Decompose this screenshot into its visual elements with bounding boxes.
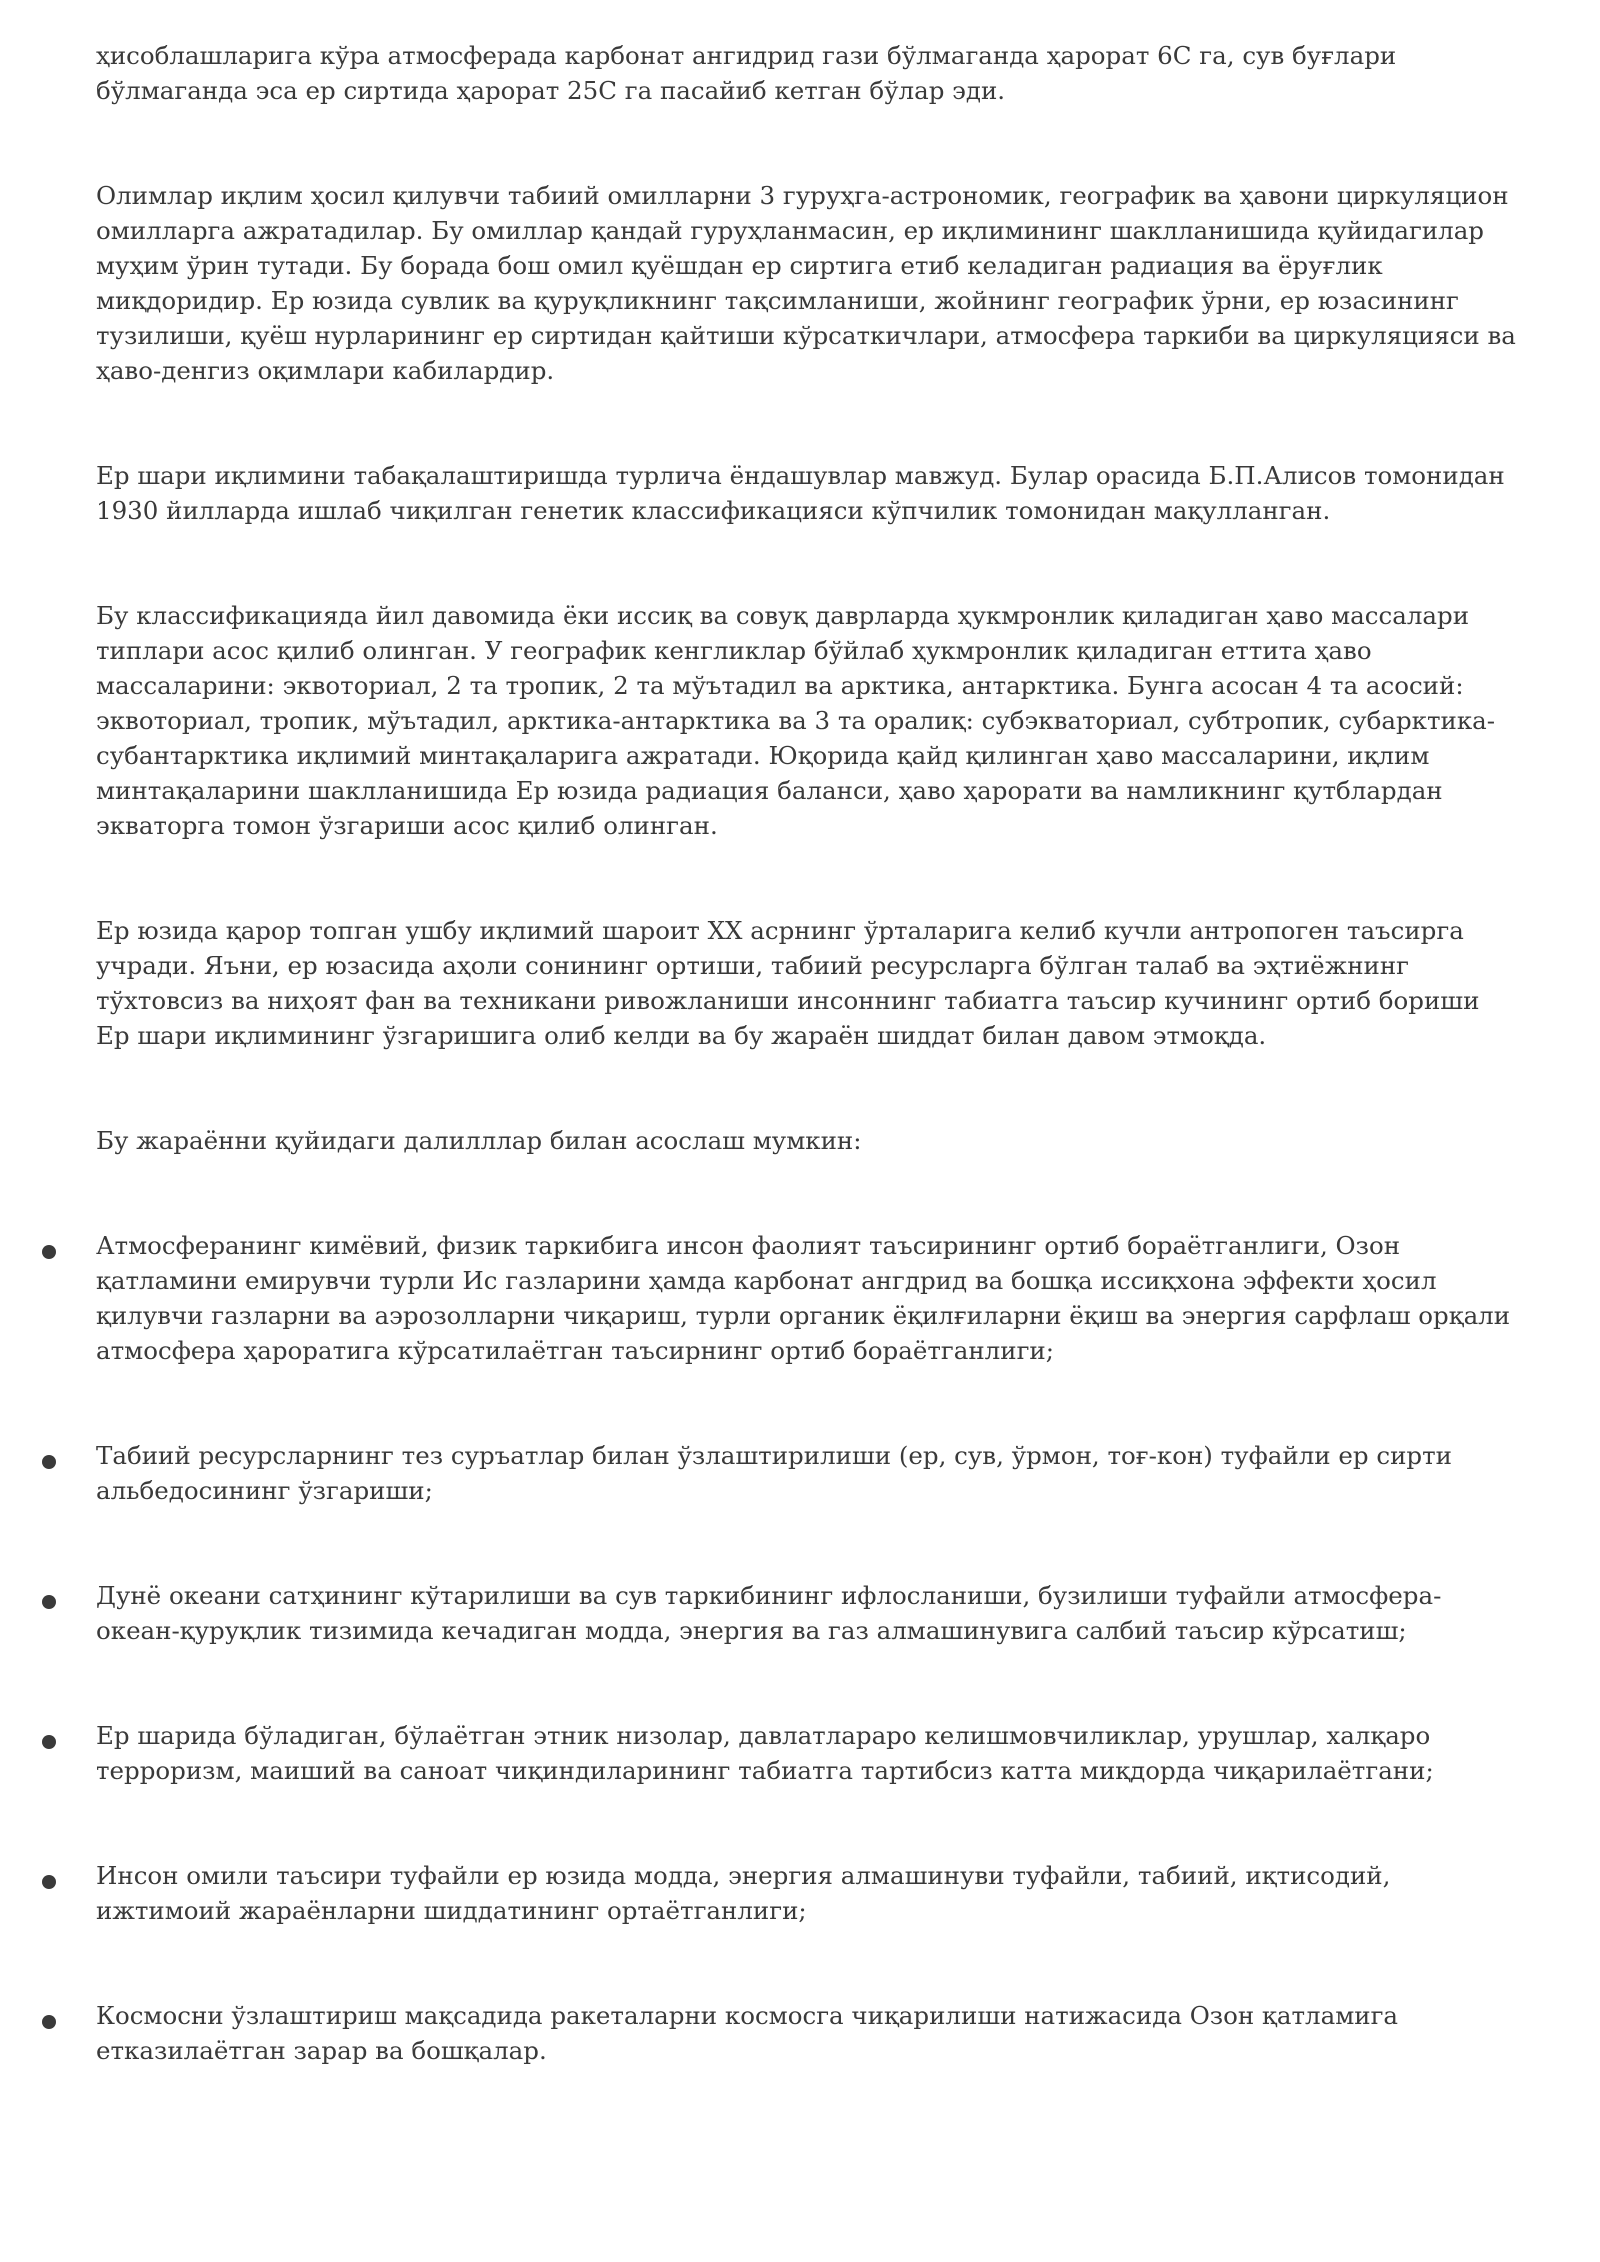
paragraph-anthropogenic-impact: Ер юзида қарор топган ушбу иқлимий шароит XX асрнинг ўрталарига келиб кучли антропоген таъсирга учради. Яъни, ер юзасида аҳоли сонининг ортиши, табиий ресурсларга бўлган талаб ва эҳтиёжнинг тўхтовсиз ва ниҳоят фан ва техникани ривожланиши инсоннинг табиатга таъсир кучининг ортиб бориши Ер шари иқлимининг ўзгаришига олиб келди ва бу жараён шиддат билан давом этмоқда. — [96, 916, 1480, 1050]
bullet-dot — [42, 1455, 56, 1469]
bullet-item-resources: Табиий ресурсларнинг тез суръатлар билан ўзлаштирилиши (ер, сув, ўрмон, тоғ-кон) туфайли ер сирти альбедосининг ўзгариши; — [96, 1441, 1452, 1505]
bullet-item-space: Космосни ўзлаштириш мақсадида ракеталарни космосга чиқарилиши натижасида Озон қатламига етказилаётган зарар ва бошқалар. — [96, 2001, 1399, 2065]
bullet-item-ocean: Дунё океани сатҳининг кўтарилиши ва сув таркибининг ифлосланиши, бузилиши туфайли атмосфера-океан-қуруқлик тизимида кечадиган модда, энергия ва газ алмашинувига салбий таъсир кўрсатиш; — [96, 1581, 1442, 1645]
paragraph-air-masses: Бу классификацияда йил давомида ёки иссиқ ва совуқ даврларда ҳукмронлик қиладиган ҳаво массалари типлари асос қилиб олинган. У географик кенгликлар бўйлаб ҳукмронлик қиладиган еттита ҳаво массаларини: эквоториал, 2 та тропик, 2 та мўътадил ва арктика, антарктика. Бунга асосан 4 та асосий: эквоториал, тропик, мўътадил, арктика-антарктика ва 3 та оралиқ: субэкваториал, субтропик, субарктика-субантарктика иқлимий минтақаларига ажратади. Юқорида қайд қилинган ҳаво массаларини, иқлим минтақаларини шаклланишида Ер юзида радиация баланси, ҳаво ҳарорати ва намликнинг қутблардан экваторга томон ўзгариши асос қилиб олинган. — [96, 601, 1496, 840]
bullet-item-atmosphere: Атмосферанинг кимёвий, физик таркибига инсон фаолият таъсирининг ортиб бораётганлиги, Озон қатламини емирувчи турли Ис газларини ҳамда карбонат ангдрид ва бошқа иссиқхона эффекти ҳосил қилувчи газларни ва аэрозолларни чиқариш, турли органик ёқилғиларни ёқиш ва энергия сарфлаш орқали атмосфера ҳароратига кўрсатилаётган таъсирнинг ортиб бораётганлиги; — [96, 1231, 1511, 1365]
bullet-dot — [42, 1245, 56, 1259]
bullet-dot — [42, 2015, 56, 2029]
bullet-dot — [42, 1735, 56, 1749]
paragraph-climate-factors: Олимлар иқлим ҳосил қилувчи табиий омилларни 3 гуруҳга-астрономик, географик ва ҳавони циркуляцион омилларга ажратадилар. Бу омиллар қандай гуруҳланмасин, ер иқлимининг шаклланишида қуйидагилар муҳим ўрин тутади. Бу борада бош омил қуёшдан ер сиртига етиб келадиган радиация ва ёруғлик миқдоридир. Ер юзида сувлик ва қуруқликнинг тақсимланиши, жойнинг географик ўрни, ер юзасининг тузилиши, қуёш нурларининг ер сиртидан қайтиши кўрсаткичлари, атмосфера таркиби ва циркуляцияси ва ҳаво-денгиз оқимлари кабилардир. — [96, 181, 1516, 385]
bullet-item-conflicts: Ер шарида бўладиган, бўлаётган этник низолар, давлатлараро келишмовчиликлар, урушлар, халқаро терроризм, маиший ва саноат чиқиндиларининг табиатга тартибсиз катта миқдорда чиқарилаётгани; — [96, 1721, 1434, 1785]
bullet-dot — [42, 1875, 56, 1889]
paragraph-alisov-classification: Ер шари иқлимини табақалаштиришда турлича ёндашувлар мавжуд. Булар орасида Б.П.Алисов томонидан 1930 йилларда ишлаб чиқилган генетик классификацияси кўпчилик томонидан мақулланган. — [96, 461, 1505, 525]
paragraph-evidence-intro: Бу жараённи қуйидаги далилллар билан асослаш мумкин: — [96, 1126, 862, 1155]
bullet-item-human-factor: Инсон омили таъсири туфайли ер юзида модда, энергия алмашинуви туфайли, табиий, иқтисодий, ижтимоий жараёнларни шиддатининг ортаётганлиги; — [96, 1861, 1391, 1925]
paragraph-greenhouse-calculation: ҳисоблашларига кўра атмосферада карбонат ангидрид гази бўлмаганда ҳарорат 6С га, сув буғлари бўлмаганда эса ер сиртида ҳарорат 25С га пасайиб кетган бўлар эди. — [96, 41, 1397, 105]
bullet-dot — [42, 1595, 56, 1609]
